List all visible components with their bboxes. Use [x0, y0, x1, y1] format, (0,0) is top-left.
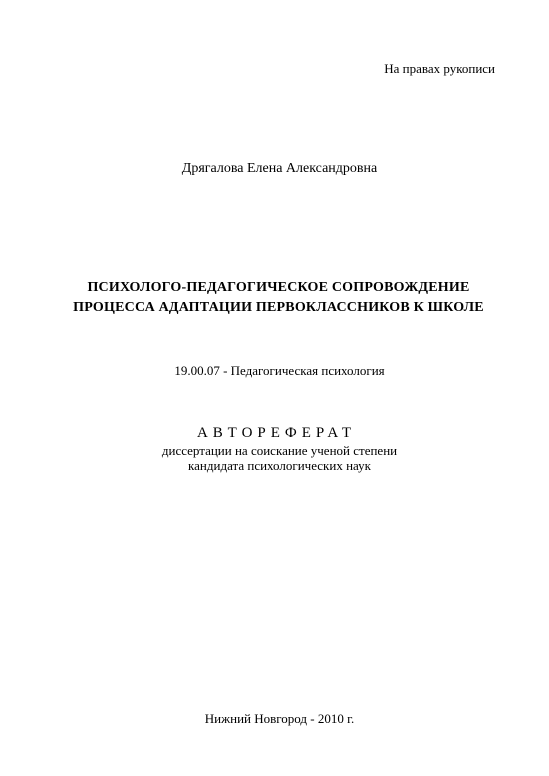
description-line-1: диссертации на соискание ученой степени [161, 443, 398, 458]
specialty-code: 19.00.07 - Педагогическая психология [174, 363, 385, 378]
author-name: Дрягалова Елена Александровна [181, 161, 378, 176]
degree-description [0, 443, 549, 473]
city-year: Нижний Новгород - 2010 г. [204, 711, 355, 726]
title-line-1: ПСИХОЛОГО-ПЕДАГОГИЧЕСКОЕ СОПРОВОЖДЕНИЕ [87, 280, 470, 295]
description-line-2: кандидата психологических наук [188, 458, 371, 473]
dissertation-title [0, 278, 549, 318]
document-type: АВТОРЕФЕРАТ [196, 425, 357, 441]
title-line-2: ПРОЦЕССА АДАПТАЦИИ ПЕРВОКЛАССНИКОВ К ШКОЛЕ [73, 300, 484, 315]
rights-note: На правах рукописи [384, 61, 495, 76]
